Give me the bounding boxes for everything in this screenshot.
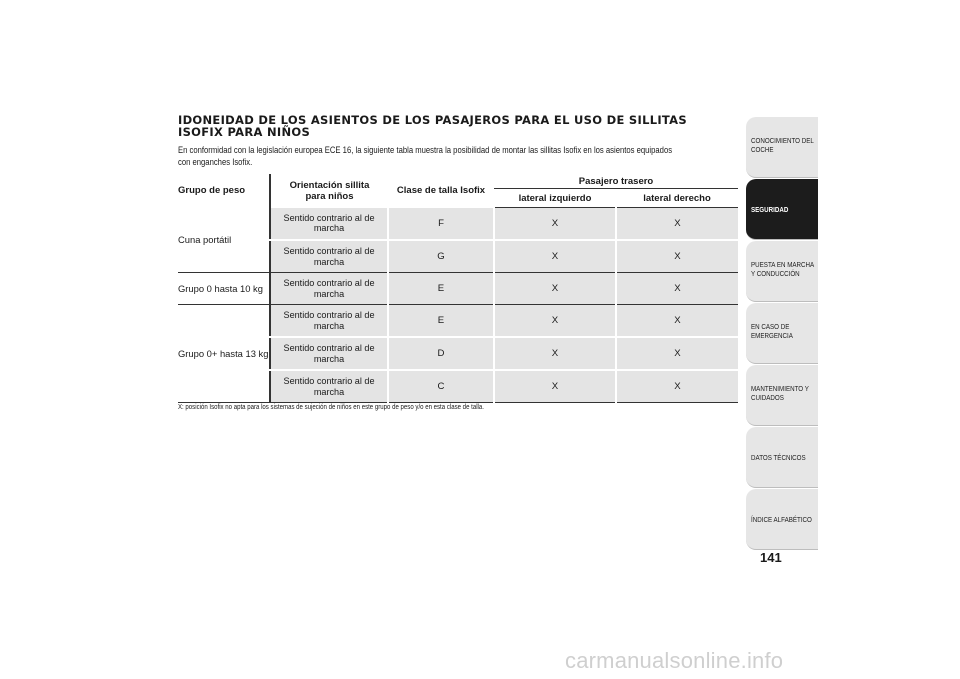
right-side-cell: X (616, 337, 738, 370)
tab-label-line-2: COCHE (751, 145, 774, 154)
size-class-cell: E (388, 273, 494, 305)
table-row (178, 208, 738, 241)
size-class-cell: C (388, 370, 494, 403)
size-class-cell: G (388, 240, 494, 273)
left-side-cell: X (494, 273, 616, 305)
orientation-line-2: marcha (313, 223, 345, 234)
orientation-cell (270, 273, 388, 305)
size-class-cell: F (388, 208, 494, 241)
orientation-cell (270, 305, 388, 338)
tab-puesta-en-marcha[interactable] (746, 241, 818, 302)
table-row (178, 273, 738, 305)
left-side-cell: X (494, 240, 616, 273)
title-line-2: ISOFIX PARA NIÑOS (178, 125, 311, 139)
tab-seguridad[interactable] (746, 179, 818, 240)
left-side-cell: X (494, 370, 616, 403)
header-size-class: Clase de talla Isofix (396, 185, 486, 197)
tab-en-caso-de-emergencia[interactable] (746, 303, 818, 364)
tab-label-line-1: PUESTA EN MARCHA (751, 260, 815, 269)
right-side-cell: X (616, 370, 738, 403)
table-footnote (178, 402, 738, 412)
right-side-cell: X (616, 273, 738, 305)
tab-label-line-1: EN CASO DE (751, 322, 790, 331)
footnote-text: X: posición Isofix no apta para los sistemas de sujeción de niños en este grupo de peso y/o en esta clase de talla. (178, 402, 484, 411)
left-side-cell: X (494, 337, 616, 370)
orientation-cell (270, 370, 388, 403)
tab-label-line-2: EMERGENCIA (751, 331, 793, 340)
header-left-side: lateral izquierdo (494, 189, 616, 208)
header-orientation-line-2: para niños (305, 190, 354, 202)
tab-label-line-1: MANTENIMIENTO Y (751, 384, 809, 393)
left-side-cell: X (494, 208, 616, 241)
orientation-line-1: Sentido contrario al de (283, 212, 375, 223)
page-number: 141 (760, 550, 782, 565)
watermark: carmanualsonline.info (565, 648, 784, 673)
orientation-line-2: marcha (313, 353, 345, 364)
orientation-line-2: marcha (313, 256, 345, 267)
orientation-cell (270, 337, 388, 370)
tab-mantenimiento[interactable] (746, 365, 818, 426)
right-side-cell: X (616, 240, 738, 273)
size-class-cell: E (388, 305, 494, 338)
section-title (178, 114, 738, 138)
tab-label-line-2: CUIDADOS (751, 393, 784, 402)
orientation-cell (270, 208, 388, 241)
weight-group-cell: Cuna portátil (178, 208, 270, 273)
weight-group-cell: Grupo 0+ hasta 13 kg (178, 305, 270, 403)
orientation-cell (270, 240, 388, 273)
tab-label-line-1: DATOS TÉCNICOS (751, 453, 806, 462)
intro-line-1: En conformidad con la legislación europea ECE 16, la siguiente tabla muestra la posibilidad de montar las sillitas Isofix en los asientos equipados (178, 145, 673, 156)
weight-group-cell: Grupo 0 hasta 10 kg (178, 273, 270, 305)
title-line-1: IDONEIDAD DE LOS ASIENTOS DE LOS PASAJEROS PARA EL USO DE SILLITAS (178, 113, 687, 127)
orientation-line-1: Sentido contrario al de (283, 376, 375, 386)
orientation-line-2: marcha (313, 386, 345, 397)
orientation-line-1: Sentido contrario al de (283, 310, 375, 320)
header-right-side: lateral derecho (616, 189, 738, 208)
size-class-cell: D (388, 337, 494, 370)
tab-indice-alfabetico[interactable] (746, 489, 818, 550)
right-side-cell: X (616, 305, 738, 338)
tab-conocimiento-del-coche[interactable] (746, 117, 818, 178)
chapter-tabs (746, 117, 818, 551)
orientation-line-1: Sentido contrario al de (283, 278, 375, 288)
intro-paragraph (178, 145, 738, 169)
intro-line-2: con enganches Isofix. (178, 157, 253, 168)
isofix-suitability-table (178, 174, 738, 403)
tab-label-line-1: ÍNDICE ALFABÉTICO (751, 515, 812, 524)
header-orientation-line-1: Orientación sillita (289, 179, 370, 191)
orientation-line-2: marcha (313, 320, 345, 331)
header-rear-passenger: Pasajero trasero (494, 174, 738, 189)
table-row (178, 305, 738, 338)
tab-label-line-2: Y CONDUCCIÓN (751, 269, 800, 278)
header-weight-group: Grupo de peso (178, 185, 246, 197)
tab-label-line-1: SEGURIDAD (751, 205, 789, 214)
right-side-cell: X (616, 208, 738, 241)
left-side-cell: X (494, 305, 616, 338)
tab-datos-tecnicos[interactable] (746, 427, 818, 488)
orientation-line-1: Sentido contrario al de (283, 246, 375, 256)
tab-label-line-1: CONOCIMIENTO DEL (751, 136, 814, 145)
orientation-line-2: marcha (313, 288, 345, 299)
orientation-line-1: Sentido contrario al de (283, 343, 375, 353)
header-orientation (270, 174, 388, 208)
